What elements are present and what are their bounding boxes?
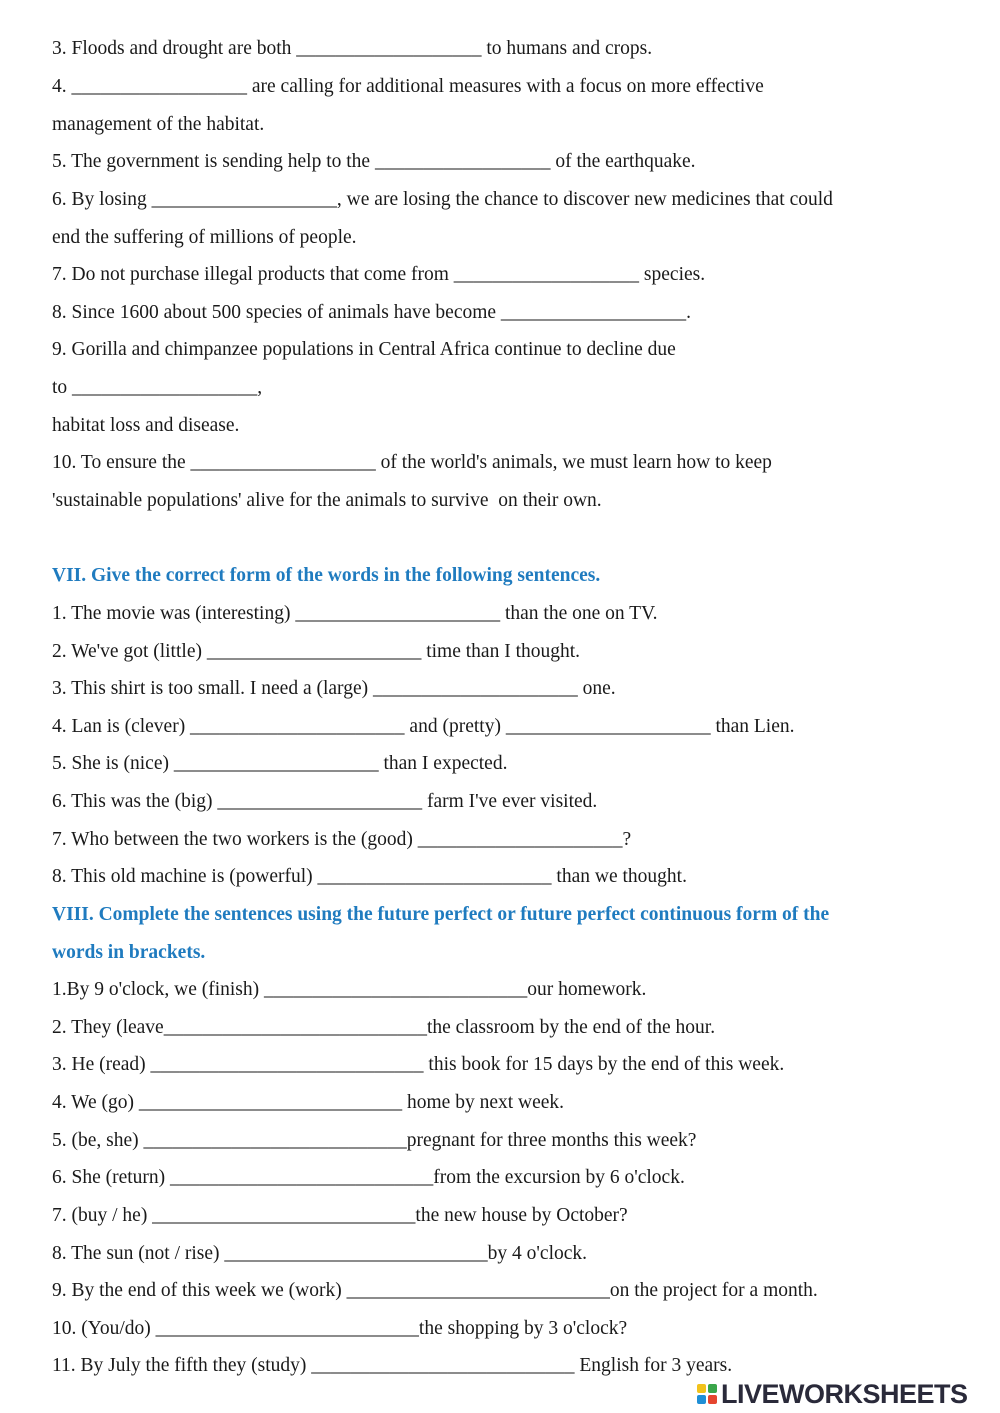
exercise-line: 3. This shirt is too small. I need a (large) _____________________ one. bbox=[52, 678, 616, 699]
exercise-line: 10. To ensure the ___________________ of the world's animals, we must learn how to keep bbox=[52, 452, 772, 473]
exercise-line: 6. This was the (big) _____________________ farm I've ever visited. bbox=[52, 791, 598, 812]
logo-block-l bbox=[697, 1384, 706, 1393]
exercise-line: end the suffering of millions of people. bbox=[52, 227, 357, 248]
exercise-line: 8. This old machine is (powerful) ________________________ than we thought. bbox=[52, 866, 687, 887]
exercise-line: 10. (You/do) ___________________________the shopping by 3 o'clock? bbox=[52, 1318, 628, 1339]
exercise-line: 4. We (go) ___________________________ home by next week. bbox=[52, 1092, 565, 1113]
exercise-line: 3. Floods and drought are both ___________________ to humans and crops. bbox=[52, 38, 653, 59]
section-heading-viii: VIII. Complete the sentences using the future perfect or future perfect continuous form of the bbox=[52, 904, 830, 925]
section-heading-viii-cont: words in brackets. bbox=[52, 942, 206, 963]
exercise-line: 7. Do not purchase illegal products that come from ___________________ species. bbox=[52, 264, 706, 285]
liveworksheets-logo bbox=[697, 1378, 968, 1410]
exercise-line: 4. __________________ are calling for additional measures with a focus on more effective bbox=[52, 76, 764, 97]
exercise-line: 'sustainable populations' alive for the animals to survive on their own. bbox=[52, 490, 602, 511]
exercise-line: 4. Lan is (clever) ______________________ and (pretty) _____________________ than Lien. bbox=[52, 716, 795, 737]
logo-block-i bbox=[708, 1384, 717, 1393]
exercise-line: 6. By losing ___________________, we are losing the chance to discover new medicines that could bbox=[52, 189, 833, 210]
exercise-line: to ___________________, bbox=[52, 377, 263, 398]
brand-name: LIVEWORKSHEETS bbox=[721, 1378, 968, 1409]
exercise-line: 1.By 9 o'clock, we (finish) ___________________________our homework. bbox=[52, 979, 647, 1000]
logo-block-e bbox=[708, 1395, 717, 1404]
exercise-line: 5. (be, she) ___________________________pregnant for three months this week? bbox=[52, 1130, 697, 1151]
exercise-line: 8. Since 1600 about 500 species of animals have become ___________________. bbox=[52, 302, 692, 323]
exercise-line: 2. They (leave___________________________the classroom by the end of the hour. bbox=[52, 1017, 716, 1038]
exercise-line: 6. She (return) ___________________________from the excursion by 6 o'clock. bbox=[52, 1167, 685, 1188]
logo-icon bbox=[697, 1384, 717, 1404]
exercise-line: 3. He (read) ____________________________ this book for 15 days by the end of this week. bbox=[52, 1054, 785, 1075]
exercise-line: 5. She is (nice) _____________________ than I expected. bbox=[52, 753, 508, 774]
exercise-line: 9. By the end of this week we (work) ___________________________on the project for a month. bbox=[52, 1280, 818, 1301]
exercise-line: 11. By July the fifth they (study) ___________________________ English for 3 years. bbox=[52, 1355, 733, 1376]
exercise-line: 8. The sun (not / rise) ___________________________by 4 o'clock. bbox=[52, 1243, 588, 1264]
exercise-line: habitat loss and disease. bbox=[52, 415, 240, 436]
logo-block-v bbox=[697, 1395, 706, 1404]
exercise-line: 5. The government is sending help to the __________________ of the earthquake. bbox=[52, 151, 696, 172]
exercise-line: 7. Who between the two workers is the (good) _____________________? bbox=[52, 829, 632, 850]
exercise-line: 9. Gorilla and chimpanzee populations in Central Africa continue to decline due bbox=[52, 339, 676, 360]
exercise-line: management of the habitat. bbox=[52, 114, 265, 135]
exercise-line: 7. (buy / he) ___________________________the new house by October? bbox=[52, 1205, 628, 1226]
section-heading-vii: VII. Give the correct form of the words in the following sentences. bbox=[52, 565, 601, 586]
exercise-line: 2. We've got (little) ______________________ time than I thought. bbox=[52, 641, 581, 662]
exercise-line: 1. The movie was (interesting) _____________________ than the one on TV. bbox=[52, 603, 658, 624]
